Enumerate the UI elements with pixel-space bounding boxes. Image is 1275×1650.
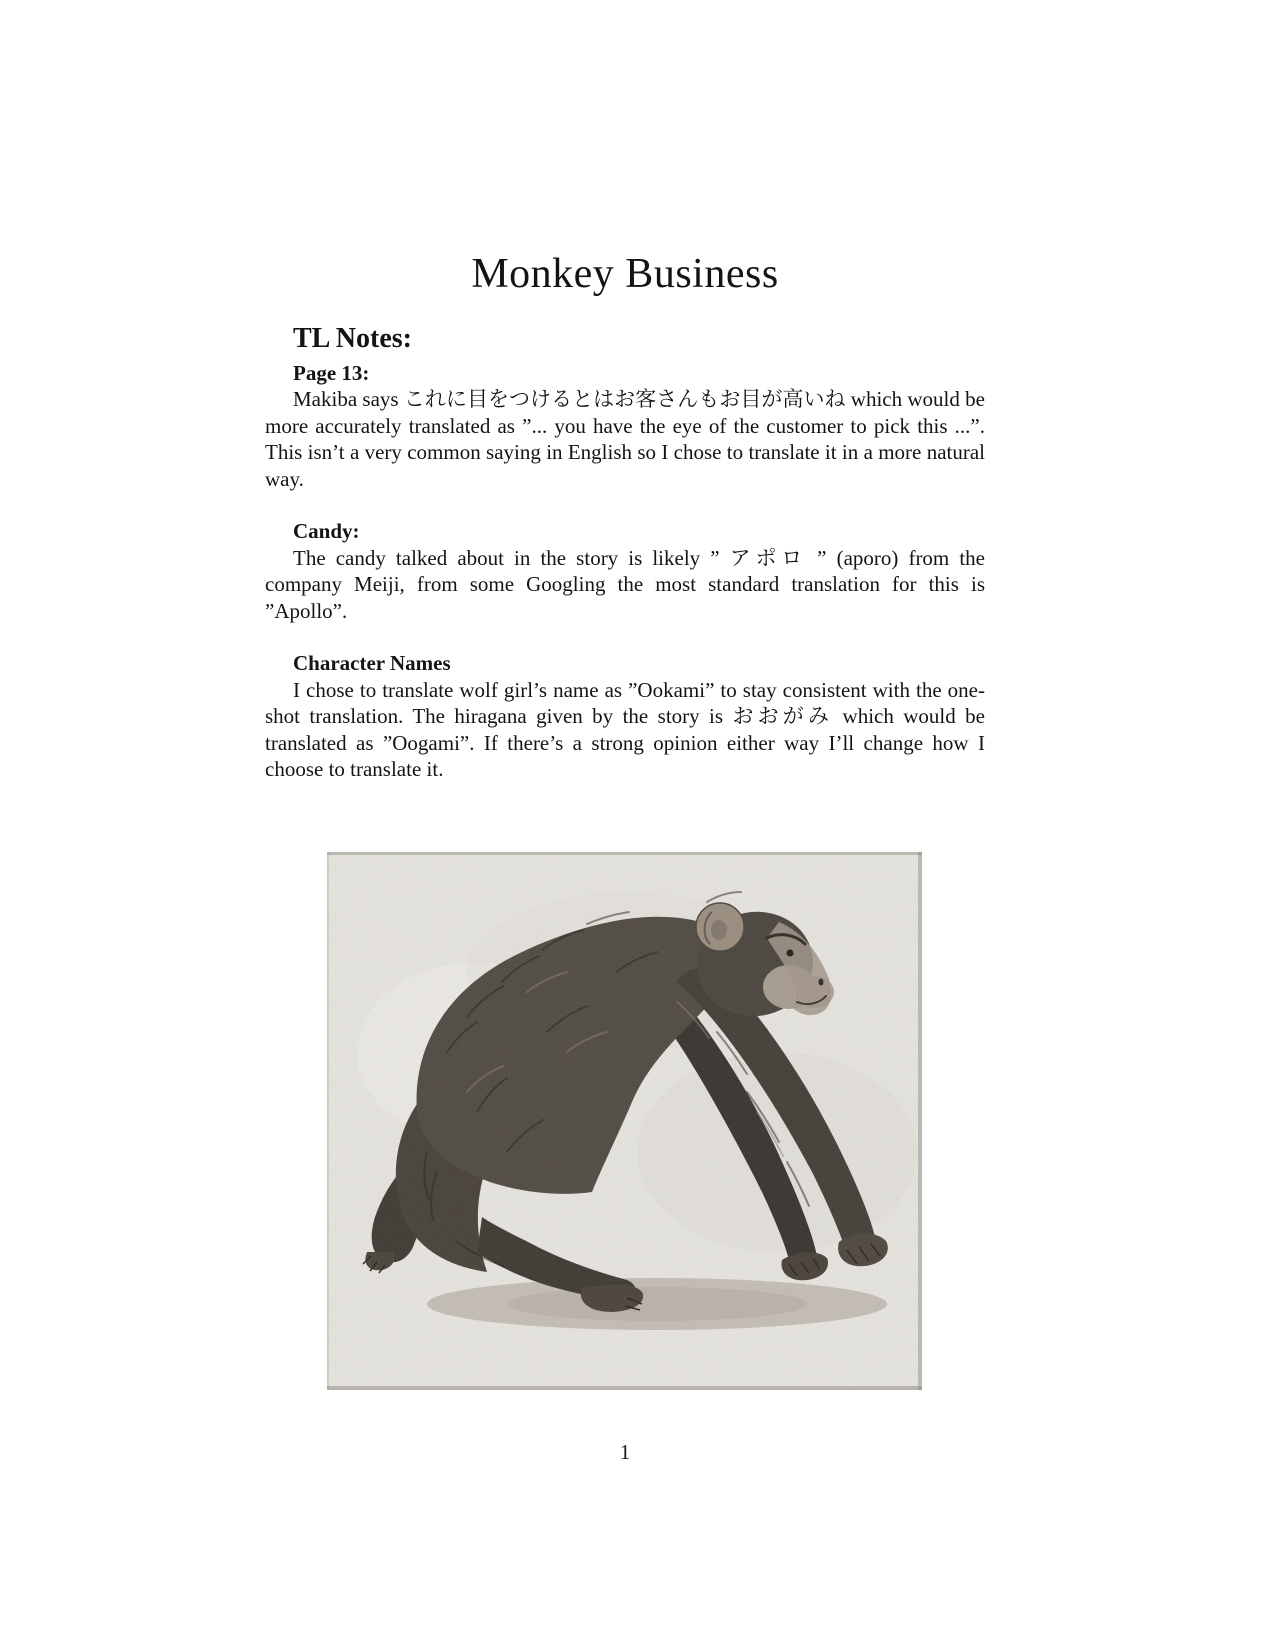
page-title: Monkey Business — [471, 251, 779, 297]
sub-heading-page-13: Page 13: — [293, 360, 370, 385]
paragraph-page-13: Makiba says これに目をつけるとはお客さんもお目が高いね which would be more accurately translated as ”... you have the eye of the customer to pick this ...”. This isn’t a very common saying in English so I chose to translate it in a more natural way. — [265, 387, 985, 491]
paragraph-candy: The candy talked about in the story is likely ” アポロ ” (aporo) from the company Meiji, from some Googling the most standard translation for this is ”Apollo”. — [265, 545, 985, 623]
chimpanzee-illustration — [327, 852, 922, 1390]
sub-heading-character-names: Character Names — [293, 651, 451, 676]
paragraph-character-names: I chose to translate wolf girl’s name as ”Ookami” to stay consistent with the one-shot translation. The hiragana given by the story is おおがみ which would be translated as ”Oogami”. If there’s a strong opinion either way I’ll change how I choose to translate it. — [265, 677, 985, 782]
page-number: 1 — [619, 1440, 631, 1464]
sub-heading-candy: Candy: — [293, 519, 360, 544]
section-heading-tl-notes: TL Notes: — [293, 323, 412, 355]
text-column — [265, 0, 985, 1390]
